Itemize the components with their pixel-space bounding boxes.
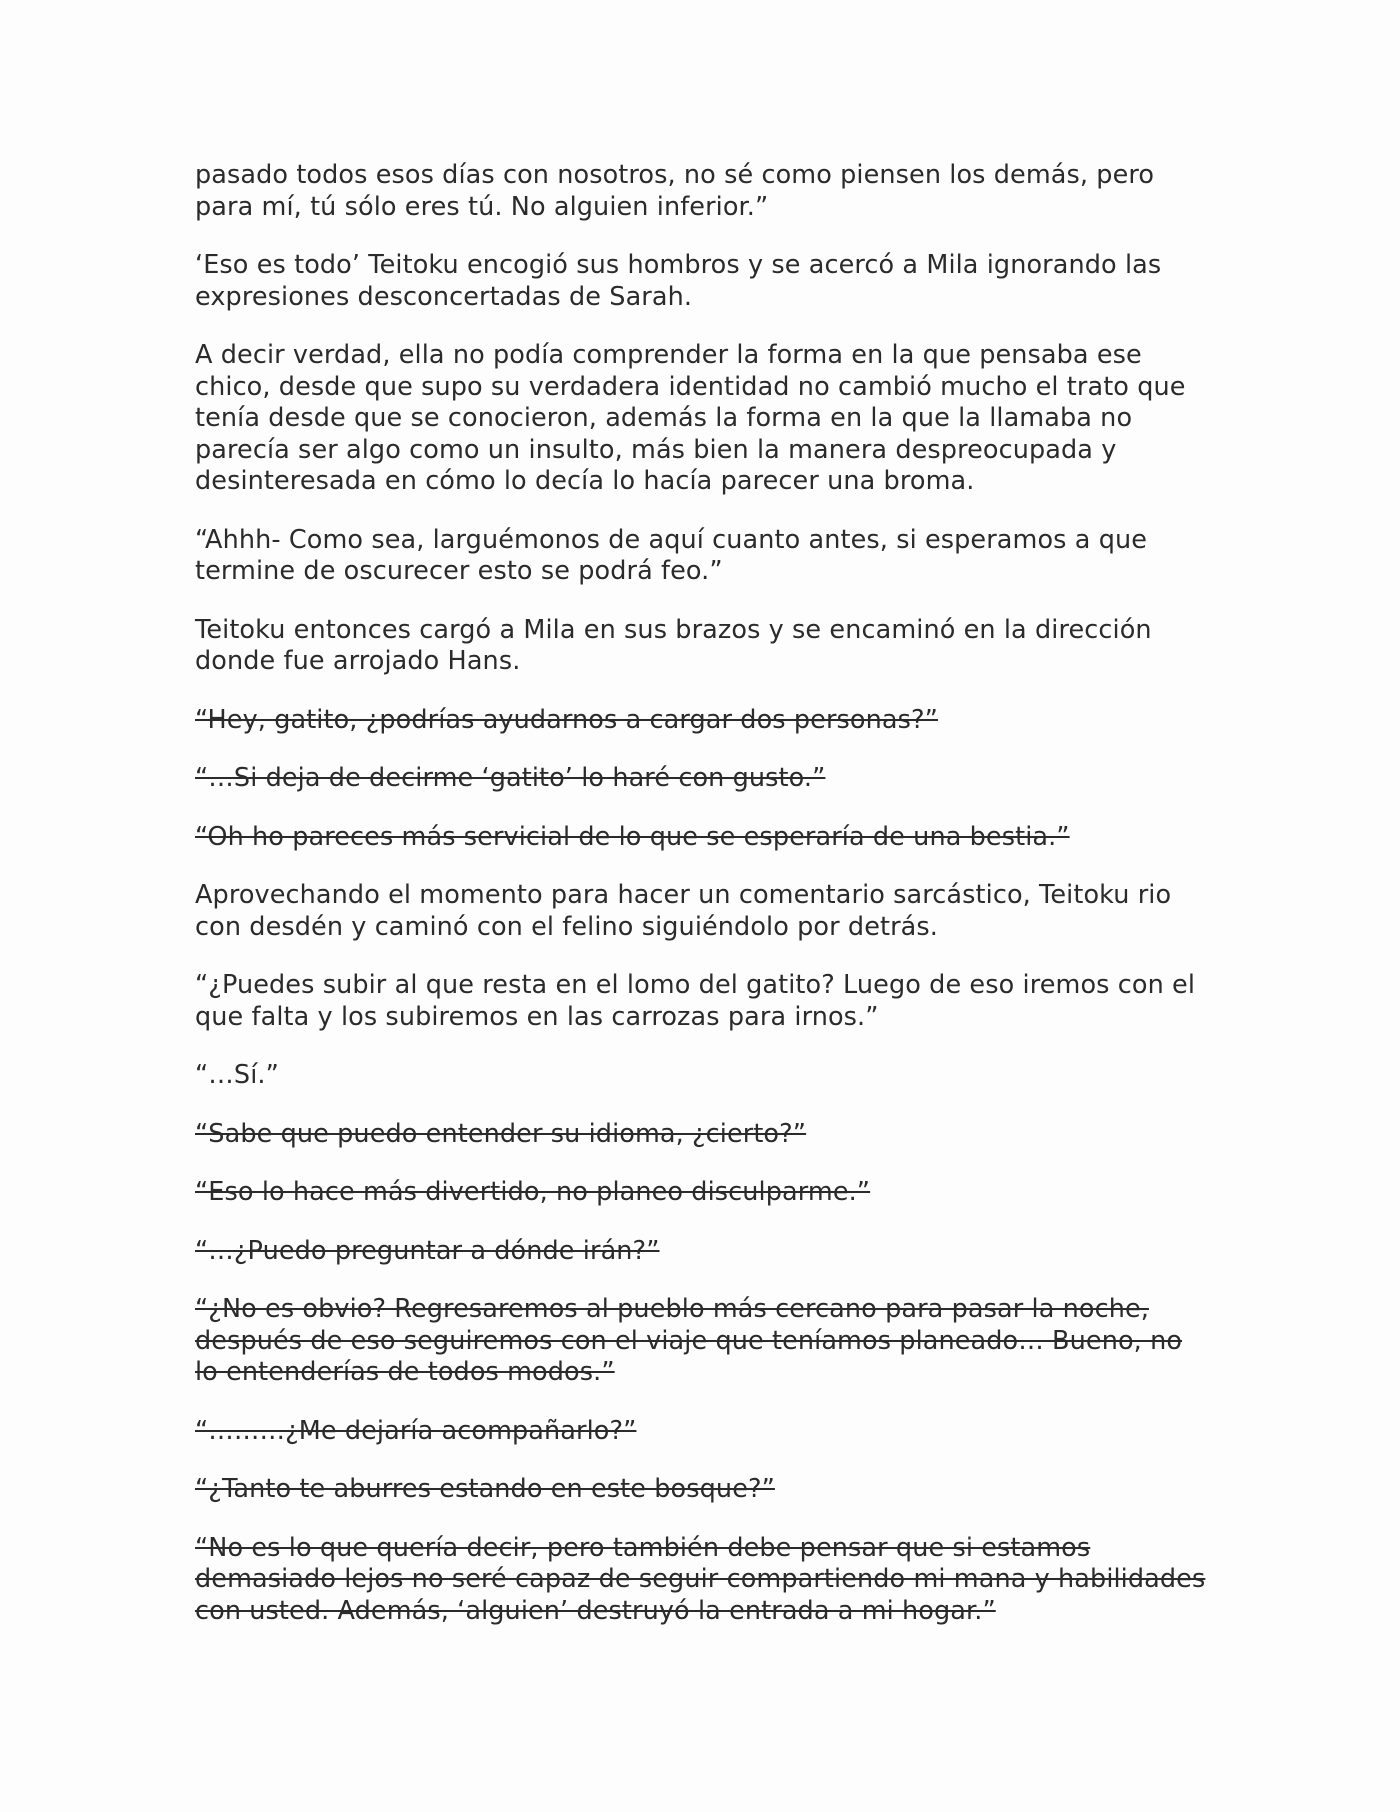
struck-paragraph: “………¿Me dejaría acompañarlo?”	[195, 1415, 637, 1446]
struck-paragraph: “Oh ho pareces más servicial de lo que se esperaría de una bestia.”	[195, 821, 1070, 852]
struck-paragraph: “…Si deja de decirme ‘gatito’ lo haré con gusto.”	[195, 763, 826, 793]
paragraph: “…Sí.”	[195, 1060, 279, 1090]
struck-paragraph: “Eso lo hace más divertido, no planeo disculparme.”	[195, 1177, 871, 1207]
paragraph: Aprovechando el momento para hacer un comentario sarcástico, Teitoku rio con desdén y caminó con el felino siguiéndolo por detrás.	[195, 880, 1172, 942]
struck-paragraph: “¿No es obvio? Regresaremos al pueblo más cercano para pasar la noche, después de eso seguiremos con el viaje que teníamos planeado… Bueno, no lo entenderías de todos modos.”	[195, 1294, 1183, 1387]
paragraph: pasado todos esos días con nosotros, no sé como piensen los demás, pero para mí, tú sólo eres tú. No alguien inferior.”	[195, 160, 1155, 222]
struck-paragraph: “…¿Puedo preguntar a dónde irán?”	[195, 1235, 660, 1266]
paragraph: “¿Puedes subir al que resta en el lomo del gatito? Luego de eso iremos con el que falta y los subiremos en las carrozas para irnos.”	[195, 970, 1196, 1032]
struck-paragraph: “Sabe que puedo entender su idioma, ¿cierto?”	[195, 1118, 807, 1149]
paragraph: ‘Eso es todo’ Teitoku encogió sus hombros y se acercó a Mila ignorando las expresiones desconcertadas de Sarah.	[195, 250, 1162, 312]
struck-paragraph: “No es lo que quería decir, pero también debe pensar que si estamos demasiado lejos no seré capaz de seguir compartiendo mi mana y habilidades con usted. Además, ‘alguien’ destruyó la entrada a mi hogar.”	[195, 1532, 1206, 1626]
paragraph: A decir verdad, ella no podía comprender la forma en la que pensaba ese chico, desde que supo su verdadera identidad no cambió mucho el trato que tenía desde que se conocieron, además la forma en la que la llamaba no parecía ser algo como un insulto, más bien la manera despreocupada y desinteresada en cómo lo decía lo hacía parecer una broma.	[195, 340, 1186, 496]
struck-paragraph: “Hey, gatito, ¿podrías ayudarnos a cargar dos personas?”	[195, 704, 938, 735]
document-body	[195, 160, 1210, 1654]
struck-paragraph: “¿Tanto te aburres estando en este bosque?”	[195, 1474, 775, 1504]
paragraph: Teitoku entonces cargó a Mila en sus brazos y se encaminó en la dirección donde fue arrojado Hans.	[195, 614, 1152, 676]
paragraph: “Ahhh- Como sea, larguémonos de aquí cuanto antes, si esperamos a que termine de oscurecer esto se podrá feo.”	[195, 524, 1148, 586]
